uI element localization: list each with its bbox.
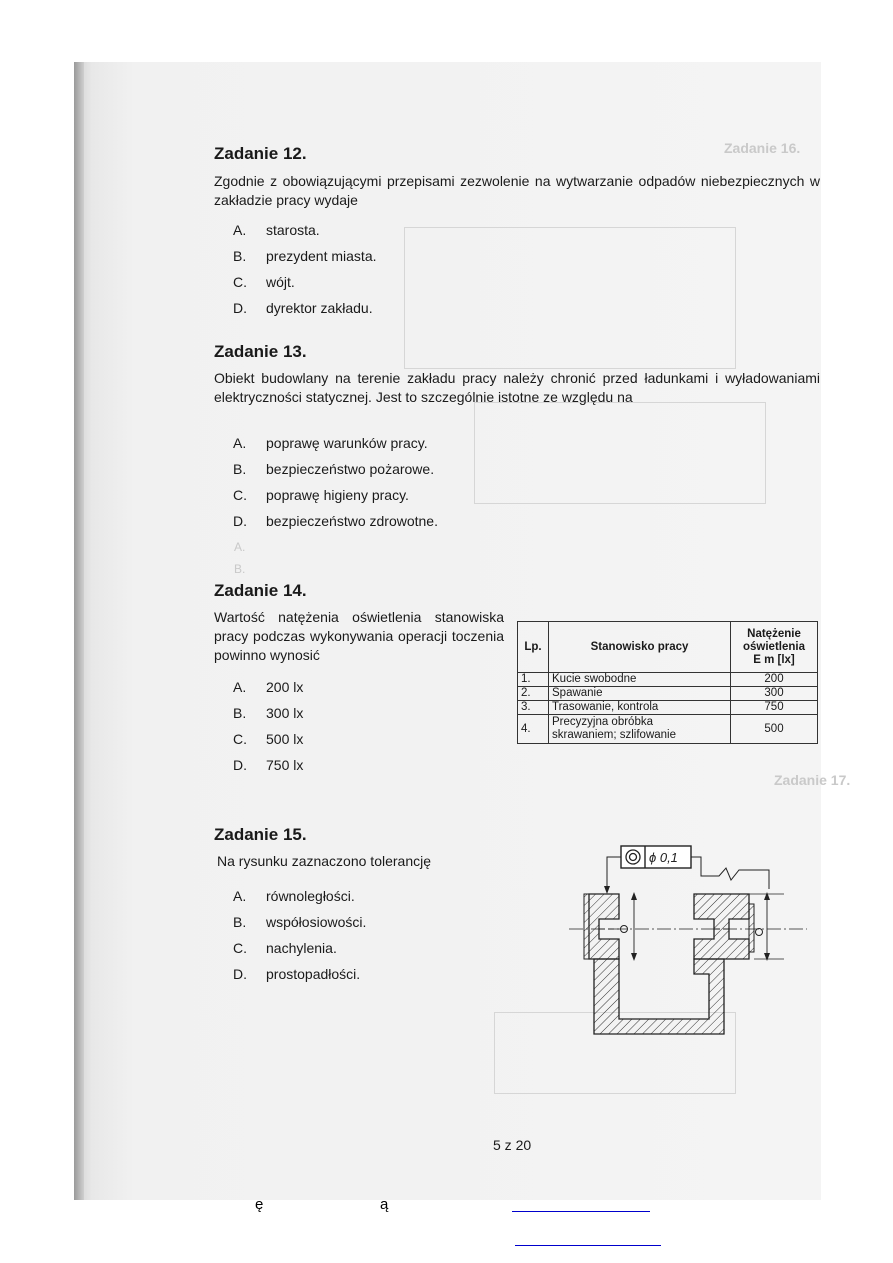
question-12-stem-text: Zgodnie z obowiązującymi przepisami zezwolenie na wytwarzanie odpadów niebezpiecznych w zakładzie pracy wydaje xyxy=(214,173,820,208)
footer-link-underline-1[interactable] xyxy=(512,1211,650,1212)
cell-stanowisko: Spawanie xyxy=(549,687,731,701)
footer-link-underline-2[interactable] xyxy=(515,1245,661,1246)
question-15-option-d[interactable] xyxy=(233,966,360,982)
question-15-option-a[interactable] xyxy=(233,888,355,904)
option-text: poprawę higieny pracy. xyxy=(266,487,409,503)
option-text: prezydent miasta. xyxy=(266,248,377,264)
cell-value: 200 xyxy=(731,673,818,687)
technical-drawing xyxy=(569,844,809,1059)
cell-stanowisko-line2: skrawaniem; szlifowanie xyxy=(552,729,676,741)
cell-stanowisko: Kucie swobodne xyxy=(549,673,731,687)
option-letter: C. xyxy=(233,731,247,747)
option-text: wójt. xyxy=(266,274,295,290)
cell-stanowisko: Trasowanie, kontrola xyxy=(549,701,731,715)
table-header-row xyxy=(518,622,818,673)
bleed-through-figure xyxy=(404,227,736,369)
question-14-option-c[interactable] xyxy=(233,731,303,747)
option-text: współosiowości. xyxy=(266,914,367,930)
question-13-option-b[interactable] xyxy=(233,461,434,477)
option-letter: C. xyxy=(233,487,247,503)
cell-lp: 4. xyxy=(518,715,549,744)
table-row xyxy=(518,687,818,701)
question-14-option-b[interactable] xyxy=(233,705,303,721)
question-15-title: Zadanie 15. xyxy=(214,825,307,844)
tolerance-frame xyxy=(621,846,691,868)
tolerance-value: ϕ 0,1 xyxy=(649,850,678,865)
header-stanowisko: Stanowisko pracy xyxy=(549,622,731,673)
question-13-option-d[interactable] xyxy=(233,513,438,529)
header-lp: Lp. xyxy=(518,622,549,673)
question-14-option-d[interactable] xyxy=(233,757,303,773)
question-12-title: Zadanie 12. xyxy=(214,144,307,163)
option-letter: D. xyxy=(233,513,247,529)
header-natezenie-line3: E m [lx] xyxy=(753,653,795,666)
header-natezenie xyxy=(731,622,818,673)
bleed-through-text: B. xyxy=(234,562,246,576)
option-letter: A. xyxy=(233,888,247,904)
question-14-title: Zadanie 14. xyxy=(214,581,307,600)
option-letter: D. xyxy=(233,300,247,316)
table-row xyxy=(518,673,818,687)
question-14-stem-text: Wartość natężenia oświetlenia stanowiska pracy podczas wykonywania operacji toczenia powinno wynosić xyxy=(214,609,504,663)
option-text: 200 lx xyxy=(266,679,304,695)
option-letter: D. xyxy=(233,757,247,773)
question-15-stem: Na rysunku zaznaczono tolerancję xyxy=(217,853,432,869)
option-text: 750 lx xyxy=(266,757,304,773)
option-text: równoległości. xyxy=(266,888,355,904)
option-text: prostopadłości. xyxy=(266,966,361,982)
question-14-stem xyxy=(214,608,504,665)
option-text: dyrektor zakładu. xyxy=(266,300,373,316)
question-13-title: Zadanie 13. xyxy=(214,342,307,361)
question-13-option-a[interactable] xyxy=(233,435,428,451)
cell-stanowisko-line1: Precyzyjna obróbka xyxy=(552,716,653,728)
header-natezenie-line1: Natężenie xyxy=(747,627,801,640)
cell-value: 500 xyxy=(731,715,818,744)
cell-value: 300 xyxy=(731,687,818,701)
bleed-through-figure xyxy=(474,402,766,504)
option-letter: A. xyxy=(233,435,247,451)
bleed-through-text: Zadanie 17. xyxy=(774,772,851,788)
scanned-page xyxy=(74,62,851,1200)
question-12-stem xyxy=(214,172,820,210)
footer-char-1: ę xyxy=(255,1196,264,1213)
question-12-option-a[interactable] xyxy=(233,222,320,238)
bleed-through-text: Zadanie 16. xyxy=(724,140,801,156)
option-text: poprawę warunków pracy. xyxy=(266,435,428,451)
question-15-option-c[interactable] xyxy=(233,940,337,956)
option-text: bezpieczeństwo pożarowe. xyxy=(266,461,435,477)
option-text: bezpieczeństwo zdrowotne. xyxy=(266,513,438,529)
illumination-table xyxy=(517,621,818,744)
question-15-option-b[interactable] xyxy=(233,914,366,930)
table-row xyxy=(518,715,818,744)
page-number: 5 z 20 xyxy=(493,1137,532,1153)
cell-lp: 1. xyxy=(518,673,549,687)
option-text: 300 lx xyxy=(266,705,304,721)
option-letter: C. xyxy=(233,274,247,290)
question-12-option-b[interactable] xyxy=(233,248,377,264)
cell-lp: 3. xyxy=(518,701,549,715)
bleed-through-text: A. xyxy=(234,540,246,554)
question-13-option-c[interactable] xyxy=(233,487,409,503)
question-14-option-a[interactable] xyxy=(233,679,303,695)
cell-stanowisko xyxy=(549,715,731,744)
cell-lp: 2. xyxy=(518,687,549,701)
option-letter: B. xyxy=(233,461,247,477)
question-12-option-d[interactable] xyxy=(233,300,373,316)
option-letter: D. xyxy=(233,966,247,982)
option-letter: C. xyxy=(233,940,247,956)
table-row xyxy=(518,701,818,715)
option-letter: B. xyxy=(233,914,247,930)
option-letter: A. xyxy=(233,679,247,695)
option-text: nachylenia. xyxy=(266,940,337,956)
option-letter: A. xyxy=(233,222,247,238)
cell-value: 750 xyxy=(731,701,818,715)
option-letter: B. xyxy=(233,705,247,721)
option-text: starosta. xyxy=(266,222,320,238)
option-text: 500 lx xyxy=(266,731,304,747)
question-12-option-c[interactable] xyxy=(233,274,295,290)
question-13-stem xyxy=(214,369,820,407)
option-letter: B. xyxy=(233,248,247,264)
header-natezenie-line2: oświetlenia xyxy=(743,640,805,653)
question-13-stem-text: Obiekt budowlany na terenie zakładu pracy należy chronić przed ładunkami i wyładowaniami elektryczności statycznej. Jest to szczególnie istotne ze względu na xyxy=(214,370,820,405)
footer-char-2: ą xyxy=(380,1196,389,1213)
